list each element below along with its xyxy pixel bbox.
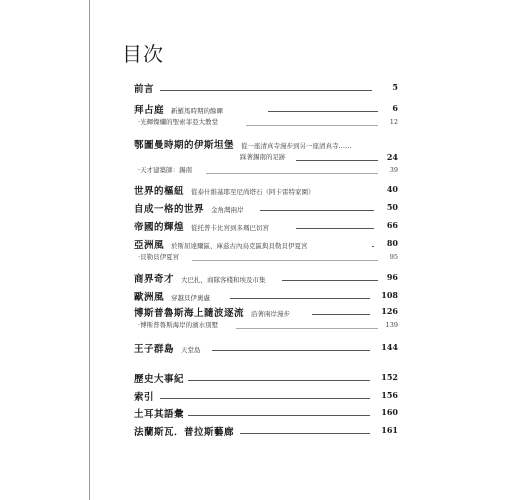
leader-rule [160, 90, 372, 91]
toc-page-number: 161 [381, 425, 398, 435]
leader-rule [312, 314, 370, 315]
toc-subentry[interactable] [134, 163, 398, 177]
toc-page-number: 50 [386, 202, 398, 212]
toc-entry-title: 歷史大事紀 [134, 374, 185, 385]
toc-entry-title: ·貝勒貝伊夏宮 [138, 253, 180, 261]
toc-entry-title: 法蘭斯瓦．普拉斯藝廊 [134, 427, 235, 438]
toc-page-number: 96 [386, 272, 398, 282]
leader-rule [260, 210, 374, 211]
toc-page-number: 80 [386, 238, 398, 248]
toc-entry-subtitle: 新羅馬時期的餘暉 [171, 107, 224, 115]
toc-entry-title: 鄂圖曼時期的伊斯坦堡 [134, 140, 235, 151]
leader-rule [246, 125, 378, 126]
toc-page-number: 139 [385, 321, 398, 329]
toc-entry[interactable] [134, 340, 398, 354]
toc-entry-title: 拜占庭 [134, 105, 165, 116]
toc-entry-subtitle: 從泰什維基耶至尼尚塔石（阿卡雷特家園） [191, 188, 315, 196]
toc-page-number: 39 [389, 166, 398, 174]
toc-page-number: 156 [381, 390, 398, 400]
toc-entry[interactable] [134, 218, 398, 232]
toc-entry-label [134, 423, 234, 440]
toc-entry[interactable] [134, 405, 398, 419]
toc-entry-title: ·光輝燦爛的聖索菲亞大教堂 [138, 118, 219, 126]
leader-rule [296, 228, 374, 229]
toc-page-number: 12 [389, 118, 398, 126]
toc-entry-label [134, 270, 266, 287]
toc-entry-title: 博斯普魯斯海上隨波逐流 [134, 308, 245, 319]
toc-entry[interactable] [134, 182, 398, 196]
toc-page-number: 66 [386, 220, 398, 230]
toc-entry[interactable] [134, 270, 398, 284]
toc-entry-subtitle-continued: 踩著錫南的足跡 [240, 153, 286, 161]
leader-rule [212, 350, 370, 351]
toc-page-number: 108 [381, 290, 398, 300]
leader-rule [160, 398, 370, 399]
toc-entry-label [138, 163, 192, 177]
toc-page-number: 40 [386, 184, 398, 194]
leader-rule [268, 111, 378, 112]
toc-entry[interactable] [134, 370, 398, 384]
toc-entry-subtitle: 沿著兩岸漫步 [251, 310, 291, 318]
toc-entry-label [134, 288, 210, 305]
toc-subentry[interactable] [134, 115, 398, 129]
toc-entry-subtitle: 從一座清真寺漫步到另一座清真寺…… [241, 142, 352, 150]
toc-entry-label [134, 340, 201, 357]
leader-rule [372, 246, 374, 247]
toc-entry-title: 索引 [134, 392, 155, 403]
toc-entry[interactable] [134, 388, 398, 402]
toc-entry-subtitle: 從托普卡比宮到多瑪巴切宮 [191, 224, 270, 232]
toc-page-number: 160 [381, 407, 398, 417]
page-spine-line [89, 0, 90, 500]
toc-entry[interactable] [134, 288, 398, 302]
toc-entry-title: 前言 [134, 84, 155, 95]
toc-entry-title: 亞洲風 [134, 240, 165, 251]
leader-rule [236, 328, 378, 329]
toc-entry-title: ·博斯普魯斯海岸的濱水別墅 [138, 321, 219, 329]
leader-rule [206, 173, 378, 174]
toc-entry-subtitle: 大巴扎，商隊客棧和埃及市集 [181, 276, 266, 284]
toc-entry-title: 歐洲風 [134, 292, 165, 303]
toc-entry-label [134, 370, 184, 387]
toc-entry-subtitle: 金角灣兩岸 [211, 206, 244, 214]
toc-page-number: 126 [381, 306, 398, 316]
toc-entry-continuation[interactable] [134, 151, 398, 163]
toc-entry[interactable] [134, 304, 398, 318]
toc-entry-label [134, 200, 244, 217]
toc-entry-label [138, 250, 179, 264]
leader-rule [192, 260, 378, 261]
toc-entry-title: 世界的樞紐 [134, 186, 185, 197]
leader-rule [188, 380, 370, 381]
leader-rule [240, 433, 370, 434]
toc-entry-label [134, 388, 154, 405]
leader-rule [188, 415, 370, 416]
toc-page-number: 24 [386, 152, 398, 162]
leader-rule [282, 280, 378, 281]
toc-entry[interactable] [134, 101, 398, 115]
toc-entry-label [134, 405, 184, 422]
toc-page-number: 6 [392, 103, 398, 113]
toc-entry-subtitle: 於斯屈達爾區、庫茲古內烏克區與貝勒貝伊夏宮 [171, 242, 308, 250]
toc-entry[interactable] [134, 423, 398, 437]
toc-entry-title: ·天才建築師：錫南 [138, 166, 193, 174]
toc-entry-title: 帝國的輝煌 [134, 222, 185, 233]
leader-rule [230, 298, 370, 299]
toc-page-number: 144 [381, 342, 398, 352]
toc-entry-label [134, 218, 269, 235]
toc-entry-label [134, 80, 154, 97]
toc-entry-title: 王子群島 [134, 344, 175, 355]
toc-entry-label [138, 318, 218, 332]
toc-entry[interactable] [134, 136, 398, 150]
leader-rule [296, 160, 378, 161]
toc-entry-label [134, 182, 315, 199]
toc-page-number: 95 [389, 253, 398, 261]
toc-entry-label [138, 115, 218, 129]
toc-subentry[interactable] [134, 250, 398, 264]
toc-entry-title: 自成一格的世界 [134, 204, 205, 215]
toc-entry-subtitle: 穿越貝伊奧盧 [171, 294, 211, 302]
toc-entry-title: 商界奇才 [134, 274, 175, 285]
toc-page-number: 152 [381, 372, 398, 382]
toc-subentry[interactable] [134, 318, 398, 332]
toc-page-number: 5 [392, 82, 398, 92]
toc-entry-title: 土耳其語彙 [134, 409, 185, 420]
toc-entry-subtitle: 天堂島 [181, 346, 201, 354]
toc-entry[interactable] [134, 236, 398, 250]
toc-entry[interactable] [134, 200, 398, 214]
toc-entry[interactable] [134, 80, 398, 94]
page-title: 目次 [122, 42, 164, 66]
